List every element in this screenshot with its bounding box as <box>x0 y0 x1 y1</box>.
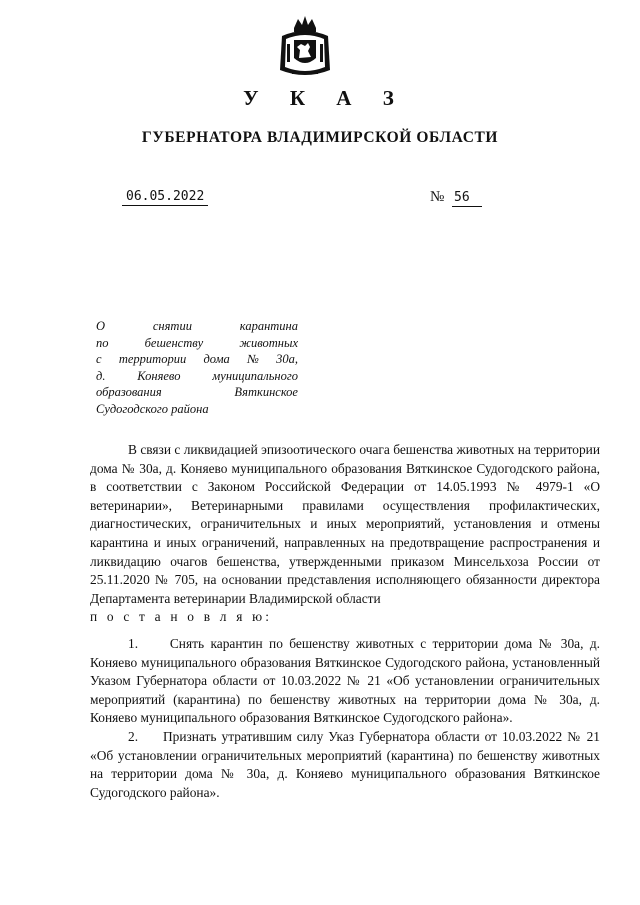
decree-item-2: 2. Признать утратившим силу Указ Губернатора области от 10.03.2022 № 21 «Об установлении ограничительных мероприятий (карантина) по бешенству животных на территории дома № 30а, д. Коняево муниципального образования Вяткинское Судогодского района». <box>90 728 604 800</box>
subject-line <box>96 368 298 385</box>
decree-date: 06.05.2022 <box>122 189 208 206</box>
decree-item-1: 1. Снять карантин по бешенству животных с территории дома № 30а, д. Коняево муниципального образования Вяткинское Судогодского района, установленный Указом Губернатора области от 10.03.2022 № 21 «Об установлении ограничительных мероприятий (карантина) по бешенству животных на территории дома № 30а, д. Коняево муниципального образования Вяткинское Судогодского района». <box>90 635 604 726</box>
decree-word: п о с т а н о в л я ю: <box>90 609 273 625</box>
subject-word: Судогодского района <box>96 401 209 416</box>
subject-word: д. <box>96 368 106 383</box>
subject-word: № <box>247 352 259 367</box>
subject-line <box>96 318 298 335</box>
decree-body <box>90 441 604 802</box>
coat-of-arms-emblem <box>272 14 338 80</box>
subject-word: дома <box>203 352 230 367</box>
issuer-subtitle: ГУБЕРНАТОРА ВЛАДИМИРСКОЙ ОБЛАСТИ <box>141 129 499 146</box>
number-label: № <box>430 189 445 205</box>
subject-word: снятии <box>152 319 192 333</box>
subject-line <box>96 384 298 401</box>
subject-word: муниципального <box>212 368 298 383</box>
subject-word: территории <box>118 352 187 367</box>
preamble-paragraph: В связи с ликвидацией эпизоотического очага бешенства животных на территории дома № 30а, д. Коняево муниципального образования Вяткинское Судогодского района, в соответствии с Законом Российской Федерации от 14.05.1993 № 4979-1 «О ветеринарии», Ветеринарными правилами осуществления профилактических, диагностических, ограничительных и иных мероприятий, установления и отмены карантина и иных ограничений, направленных на предотвращение распространения и ликвидацию очагов бешенства, утвержденными приказом Минсельхоза России от 25.11.2020 № 705, на основании представления исполняющего обязанности директора Департамента ветеринарии Владимирской области <box>90 442 600 606</box>
subject-word: с <box>96 352 102 367</box>
decree-number: 56 <box>452 190 482 207</box>
subject-word: бешенству <box>144 335 204 350</box>
subject-word: карантина <box>239 319 298 333</box>
subject-word: Вяткинское <box>234 385 298 400</box>
subject-word: образования <box>96 385 162 400</box>
subject-word: 30а, <box>276 352 299 367</box>
subject-word: О <box>96 319 106 333</box>
subject-word: животных <box>239 335 298 350</box>
decree-subject <box>96 318 298 418</box>
subject-line <box>96 335 298 352</box>
subject-word: по <box>96 335 109 350</box>
subject-word: Коняево <box>137 368 181 383</box>
document-type-title: У К А З <box>243 86 407 110</box>
subject-line <box>96 351 298 368</box>
subject-line <box>96 401 298 418</box>
